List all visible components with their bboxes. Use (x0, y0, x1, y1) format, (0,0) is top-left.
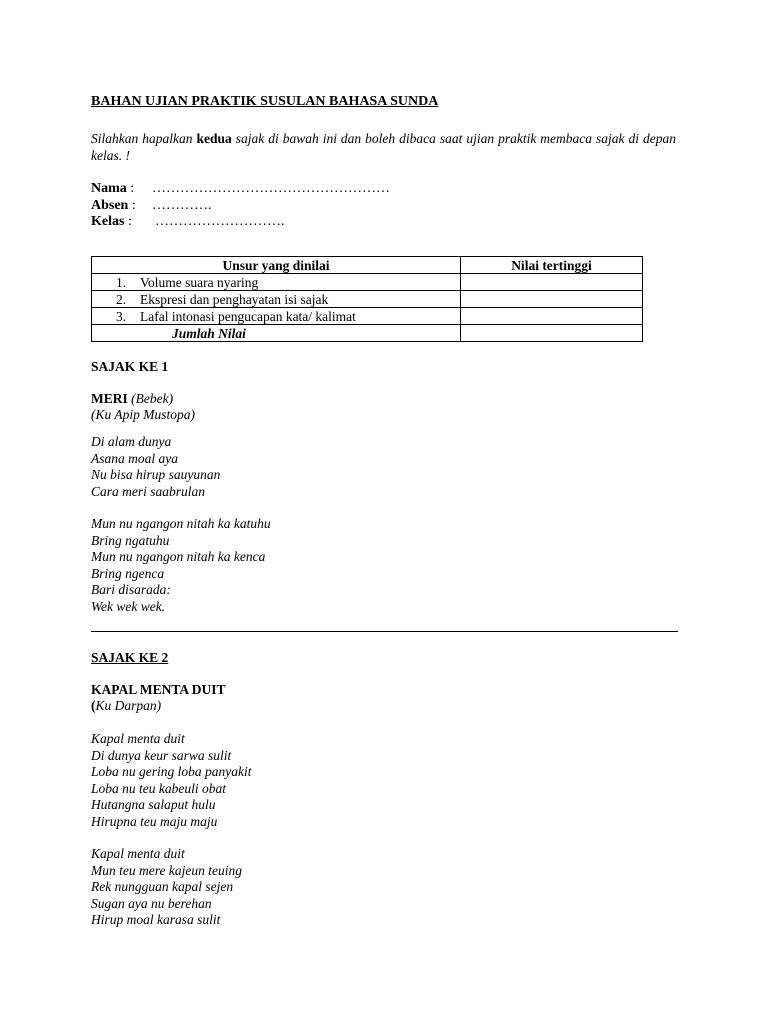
section-divider (91, 631, 678, 632)
poem-title: MERI (91, 391, 128, 406)
poem-line: Bari disarada: (91, 582, 171, 598)
column-header: Unsur yang dinilai (92, 257, 461, 274)
document-title: BAHAN UJIAN PRAKTIK SUSULAN BAHASA SUNDA (91, 94, 439, 109)
poem-line: Hutangna salaput hulu (91, 797, 216, 813)
poem-line: Hirup moal karasa sulit (91, 912, 221, 928)
poem-line: Kapal menta duit (91, 731, 185, 746)
sajak2-title: KAPAL MENTA DUIT (91, 682, 226, 697)
total-score-cell (461, 325, 643, 342)
field-label: Nama (91, 181, 127, 196)
poem-line: Hirupna teu maju maju (91, 813, 218, 829)
field-nama (91, 181, 390, 197)
poem-line: Bring ngatuhu (91, 532, 170, 548)
score-cell (461, 308, 643, 325)
poem-line: Sugan aya nu berehan (91, 895, 212, 911)
field-kelas (91, 214, 285, 230)
poem-line: Cara meri saabrulan (91, 483, 206, 499)
sajak1-stanza-1 (91, 434, 220, 500)
field-blank: ………………………. (155, 214, 285, 229)
poem-line: Bring ngenca (91, 565, 165, 581)
table-cell (92, 274, 461, 291)
row-label: Volume suara nyaring (140, 274, 259, 290)
field-separator: : (128, 198, 136, 213)
poem-line: Wek wek wek. (91, 598, 166, 614)
poem-line: Loba nu gering loba panyakit (91, 764, 252, 780)
sajak1-title (91, 391, 173, 407)
column-header: Nilai tertinggi (461, 257, 643, 274)
sajak2-author (91, 698, 161, 714)
instructions-emphasis: kedua (196, 131, 232, 146)
sajak2-stanza-2 (91, 846, 242, 929)
score-cell (461, 291, 643, 308)
table-row (92, 308, 643, 325)
instructions-text-after: sajak di bawah ini dan boleh dibaca saat ujian praktik membaca sajak di depan kelas. ! (91, 131, 676, 163)
row-number: 2. (116, 291, 127, 307)
poem-line: Di dunya keur sarwa sulit (91, 747, 232, 763)
poem-line: Rek nungguan kapal sejen (91, 879, 234, 895)
poem-line: Loba nu teu kabeuli obat (91, 780, 226, 796)
score-cell (461, 274, 643, 291)
table-header-row (92, 257, 643, 274)
row-number: 1. (116, 274, 127, 290)
poem-line: Mun nu ngangon nitah ka kenca (91, 549, 266, 565)
field-separator: : (124, 214, 132, 229)
author-name: Ku Darpan) (95, 698, 162, 713)
row-number: 3. (116, 308, 127, 324)
table-cell (92, 291, 461, 308)
author-paren: ( (91, 698, 96, 713)
poem-line: Mun nu ngangon nitah ka katuhu (91, 516, 271, 531)
sajak2-heading: SAJAK KE 2 (91, 650, 169, 665)
poem-line: Mun teu mere kajeun teuing (91, 862, 242, 878)
field-label: Absen (91, 198, 129, 213)
poem-line: Nu bisa hirup sauyunan (91, 467, 221, 483)
instructions (91, 130, 676, 164)
field-blank: …………………………………………… (152, 181, 390, 196)
instructions-text-before: Silahkan hapalkan (91, 131, 197, 146)
poem-title-translation: (Bebek) (127, 391, 174, 406)
table-row (92, 274, 643, 291)
table-total-row (92, 325, 643, 342)
row-label: Ekspresi dan penghayatan isi sajak (140, 291, 329, 307)
field-label: Kelas (91, 214, 125, 229)
sajak2-stanza-1 (91, 731, 252, 831)
poem-line: Asana moal aya (91, 450, 178, 466)
assessment-table (91, 256, 643, 342)
table-cell (92, 308, 461, 325)
poem-line: Di alam dunya (91, 434, 172, 449)
field-absen (91, 198, 212, 214)
table-row (92, 291, 643, 308)
row-label: Lafal intonasi pengucapan kata/ kalimat (140, 308, 356, 324)
total-label: Jumlah Nilai (92, 325, 461, 342)
field-blank: …………. (152, 198, 212, 213)
poem-line: Kapal menta duit (91, 846, 185, 861)
sajak1-stanza-2 (91, 516, 271, 616)
field-separator: : (126, 181, 135, 196)
sajak1-heading: SAJAK KE 1 (91, 359, 169, 374)
sajak1-author: (Ku Apip Mustopa) (91, 407, 195, 422)
